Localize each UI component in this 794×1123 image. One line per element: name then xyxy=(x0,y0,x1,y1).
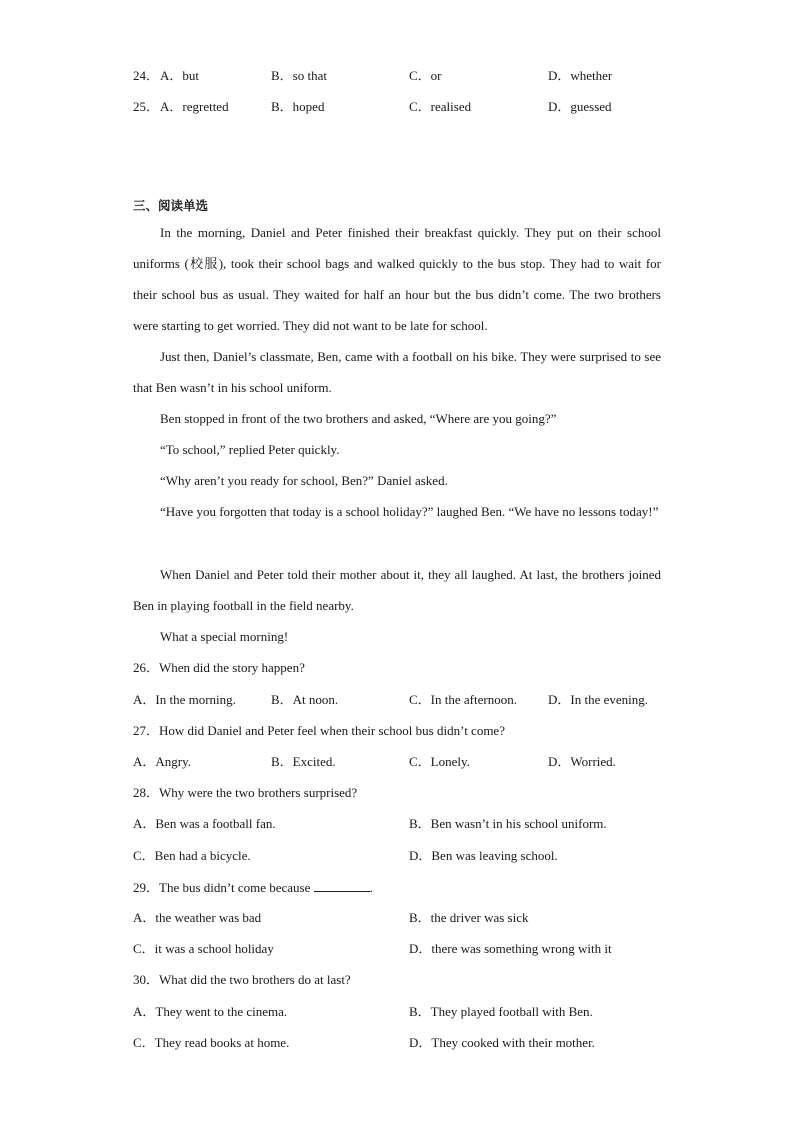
question-stem-text: 29．The bus didn’t come because xyxy=(133,880,311,895)
passage-paragraph: “Why aren’t you ready for school, Ben?” Daniel asked. xyxy=(160,473,448,488)
option-a: A．Angry. xyxy=(133,754,192,769)
question-number: 24． xyxy=(133,68,160,83)
option-c: C．Lonely. xyxy=(409,754,470,769)
passage-paragraph: In the morning, Daniel and Peter finished their breakfast quickly. They put on their school uniforms (校服), took their school bags and walked quickly to the bus stop. They had to wait for their school bus as usual. They waited for half an hour but the bus didn’t come. The two brothers were starting to get worried. They did not want to be late for school. xyxy=(133,225,661,333)
option-a: A．the weather was bad xyxy=(133,910,262,925)
option-a: A．Ben was a football fan. xyxy=(133,816,276,831)
question-stem xyxy=(133,879,373,896)
option-c: C．or xyxy=(409,68,442,83)
option-d: D．Ben was leaving school. xyxy=(409,848,558,863)
option-c: C．Ben had a bicycle. xyxy=(133,848,251,863)
option-a: A．In the morning. xyxy=(133,692,236,707)
option-a: A．but xyxy=(160,68,200,83)
option-d: D．there was something wrong with it xyxy=(409,941,612,956)
passage-paragraph: Ben stopped in front of the two brothers and asked, “Where are you going?” xyxy=(160,411,557,426)
option-b: B．Excited. xyxy=(271,754,336,769)
question-stem: 30．What did the two brothers do at last? xyxy=(133,972,351,987)
option-d: D．Worried. xyxy=(548,754,616,769)
question-number: 25． xyxy=(133,99,160,114)
option-c: C．In the afternoon. xyxy=(409,692,517,707)
answer-blank xyxy=(314,879,370,892)
option-a: A．regretted xyxy=(160,99,229,114)
option-b: B．They played football with Ben. xyxy=(409,1004,593,1019)
option-c: C．it was a school holiday xyxy=(133,941,274,956)
passage-paragraph: What a special morning! xyxy=(160,629,289,644)
option-b: B．At noon. xyxy=(271,692,339,707)
option-b: B．Ben wasn’t in his school uniform. xyxy=(409,816,607,831)
option-a: A．They went to the cinema. xyxy=(133,1004,288,1019)
option-d: D．whether xyxy=(548,68,613,83)
option-c: C．realised xyxy=(409,99,472,114)
question-stem: 27．How did Daniel and Peter feel when their school bus didn’t come? xyxy=(133,723,505,738)
option-b: B．so that xyxy=(271,68,327,83)
option-c: C．They read books at home. xyxy=(133,1035,290,1050)
question-stem-end: . xyxy=(369,880,373,895)
option-d: D．guessed xyxy=(548,99,612,114)
option-d: D．They cooked with their mother. xyxy=(409,1035,595,1050)
passage-paragraph: Just then, Daniel’s classmate, Ben, came with a football on his bike. They were surprised to see that Ben wasn’t in his school uniform. xyxy=(133,349,661,395)
option-d: D．In the evening. xyxy=(548,692,649,707)
option-b: B．hoped xyxy=(271,99,325,114)
passage-paragraph: “To school,” replied Peter quickly. xyxy=(160,442,340,457)
option-b: B．the driver was sick xyxy=(409,910,529,925)
passage-paragraph: “Have you forgotten that today is a school holiday?” laughed Ben. “We have no lessons today!” xyxy=(160,504,659,519)
section-title: 三、阅读单选 xyxy=(133,198,209,213)
question-stem: 28．Why were the two brothers surprised? xyxy=(133,785,358,800)
passage-paragraph: When Daniel and Peter told their mother about it, they all laughed. At last, the brothers joined Ben in playing football in the field nearby. xyxy=(133,567,661,613)
question-stem: 26．When did the story happen? xyxy=(133,660,305,675)
